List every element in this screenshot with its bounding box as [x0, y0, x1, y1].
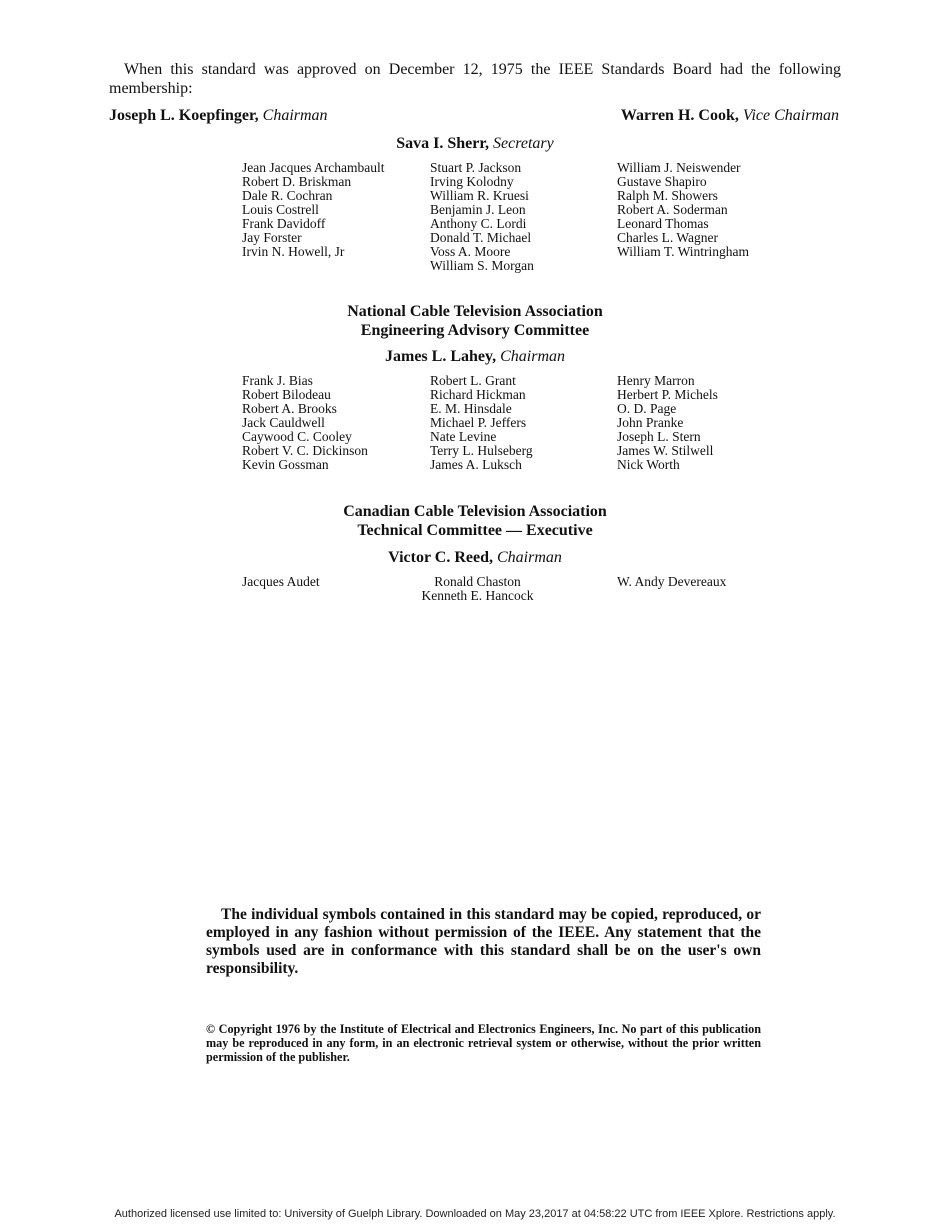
member: E. M. Hinsdale [430, 401, 512, 416]
board-chairman-name: Joseph L. Koepfinger, [109, 107, 259, 124]
member: Ralph M. Showers [617, 188, 718, 203]
ccta-members-column-1 [242, 575, 320, 589]
member: Kenneth E. Hancock [421, 588, 534, 603]
ncta-chairman-role: Chairman [500, 348, 566, 365]
board-vice-chairman-name: Warren H. Cook, [620, 107, 739, 124]
ncta-members-column-3 [617, 374, 718, 472]
ncta-members-column-1 [242, 374, 368, 472]
member: Robert V. C. Dickinson [242, 443, 368, 458]
member: Jean Jacques Archambault [242, 160, 385, 175]
member: James W. Stilwell [617, 443, 714, 458]
member: Frank Davidoff [242, 216, 326, 231]
member: Jacques Audet [242, 574, 320, 589]
member: Louis Costrell [242, 202, 319, 217]
ncta-title [0, 302, 950, 340]
ncta-chairman [0, 348, 950, 366]
member: William R. Kruesi [430, 188, 529, 203]
ccta-title-line-2: Technical Committee — Executive [357, 522, 593, 539]
member: Stuart P. Jackson [430, 160, 522, 175]
ccta-chairman-role: Chairman [496, 549, 562, 566]
board-members-column-3 [617, 161, 749, 259]
member: Michael P. Jeffers [430, 415, 527, 430]
member: Donald T. Michael [430, 230, 532, 245]
member: Anthony C. Lordi [430, 216, 527, 231]
member: Henry Marron [617, 373, 695, 388]
ccta-members-column-2 [400, 575, 555, 603]
member: William T. Wintringham [617, 244, 750, 259]
member: Nick Worth [617, 457, 680, 472]
member: Kevin Gossman [242, 457, 329, 472]
member: Nate Levine [430, 429, 497, 444]
ccta-title-line-1: Canadian Cable Television Association [343, 503, 607, 520]
ccta-chairman [0, 549, 950, 567]
member: Charles L. Wagner [617, 230, 719, 245]
reproduction-notice: The individual symbols contained in this standard may be copied, reproduced, or employed in any fashion without permission of the IEEE. Any statement that the symbols used are in conformance with this standard shall be on the user's own responsibility. [206, 906, 761, 977]
member: Jack Cauldwell [242, 415, 325, 430]
member: Caywood C. Cooley [242, 429, 352, 444]
member: Herbert P. Michels [617, 387, 718, 402]
board-vice-chairman [621, 107, 839, 125]
member: Leonard Thomas [617, 216, 709, 231]
board-chairman-role: Chairman [262, 107, 328, 124]
ccta-title [0, 502, 950, 540]
ncta-chairman-name: James L. Lahey, [384, 348, 497, 365]
copyright-notice: © Copyright 1976 by the Institute of Electrical and Electronics Engineers, Inc. No part of this publication may be reproduced in any form, in an electronic retrieval system or otherwise, without the prior written permission of the publisher. [206, 1022, 761, 1064]
member: Robert A. Soderman [617, 202, 728, 217]
board-secretary-name: Sava I. Sherr, [396, 135, 490, 152]
member: Robert Bilodeau [242, 387, 331, 402]
member: W. Andy Devereaux [617, 574, 727, 589]
member: William J. Neiswender [617, 160, 741, 175]
member: Richard Hickman [430, 387, 526, 402]
member: Benjamin J. Leon [430, 202, 526, 217]
board-chairman [109, 107, 328, 125]
member: James A. Luksch [430, 457, 522, 472]
ncta-title-line-2: Engineering Advisory Committee [360, 322, 590, 339]
ncta-title-line-1: National Cable Television Association [347, 303, 603, 320]
member: Robert D. Briskman [242, 174, 352, 189]
member: Jay Forster [242, 230, 302, 245]
member: Terry L. Hulseberg [430, 443, 533, 458]
member: Irvin N. Howell, Jr [242, 244, 345, 259]
member: Joseph L. Stern [617, 429, 701, 444]
member: John Pranke [617, 415, 684, 430]
ccta-chairman-name: Victor C. Reed, [388, 549, 493, 566]
member: William S. Morgan [430, 258, 534, 273]
member: Robert L. Grant [430, 373, 516, 388]
member: Robert A. Brooks [242, 401, 337, 416]
board-secretary [0, 135, 950, 153]
member: Dale R. Cochran [242, 188, 333, 203]
member: Irving Kolodny [430, 174, 514, 189]
board-secretary-role: Secretary [493, 135, 554, 152]
board-vice-chairman-role: Vice Chairman [742, 107, 839, 124]
member: O. D. Page [617, 401, 677, 416]
ccta-members-column-3 [617, 575, 726, 589]
member: Frank J. Bias [242, 373, 313, 388]
member: Gustave Shapiro [617, 174, 707, 189]
member: Voss A. Moore [430, 244, 511, 259]
member: Ronald Chaston [434, 574, 521, 589]
board-members-column-1 [242, 161, 384, 259]
board-members-column-2 [430, 161, 534, 273]
license-footer: Authorized licensed use limited to: University of Guelph Library. Downloaded on May 23,2017 at 04:58:22 UTC from IEEE Xplore. Restrictions apply. [114, 1208, 836, 1220]
intro-paragraph: When this standard was approved on December 12, 1975 the IEEE Standards Board had the following membership: [109, 61, 841, 97]
ncta-members-column-2 [430, 374, 533, 472]
